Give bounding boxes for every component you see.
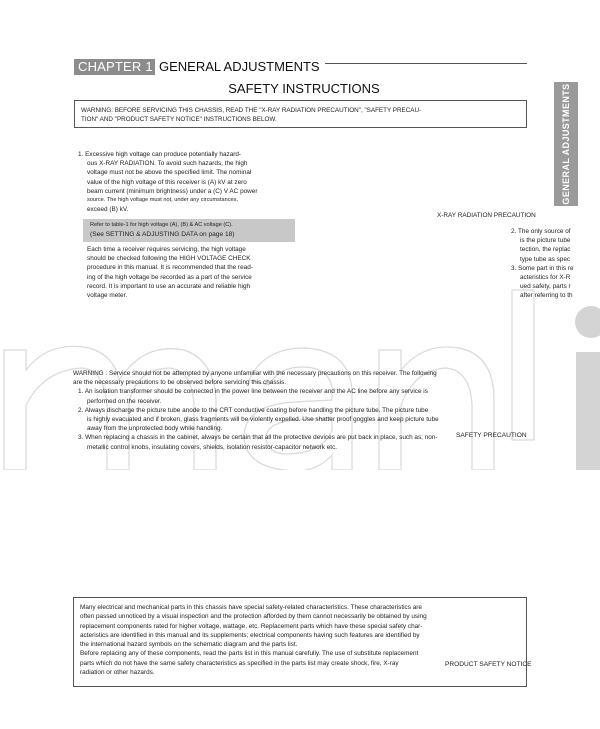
text-line: beam current (minimum brightness) under a (C) V AC power: [87, 187, 258, 195]
text-line: after referring to th: [520, 292, 573, 300]
xray-section-title: X-RAY RADIATION PRECAUTION: [437, 212, 536, 219]
side-tab: [554, 82, 578, 206]
text-line: ing of the high voltage be recorded as a part of the service: [87, 273, 252, 281]
page-title: SAFETY INSTRUCTIONS: [228, 81, 380, 96]
text-line: acteristics are identified in this manual and its supplements; electrical components having such features are identified by: [80, 631, 420, 639]
text-line: tection, the replac: [520, 246, 571, 254]
text-line: parts which do not have the same safety characteristics as specified in the parts list may create shock, fire, X-ray: [80, 659, 399, 667]
text-line: is the picture tube: [520, 237, 571, 245]
text-line: away from the unprotected body while handling.: [87, 425, 223, 433]
list-item: 3. When replacing a chassis in the cabinet, always be certain that all the protective devices are put back in place, such as; non-: [78, 434, 438, 442]
warning-line: TION" AND "PRODUCT SAFETY NOTICE" INSTRUCTIONS BELOW.: [81, 116, 277, 123]
chapter-title: GENERAL ADJUSTMENTS: [159, 59, 320, 74]
text-line: value of the high voltage of this receiver is (A) kV at zero: [87, 178, 247, 186]
text-line: 2. The only source of: [511, 228, 571, 235]
product-safety-title: PRODUCT SAFETY NOTICE: [445, 661, 532, 668]
text-line: record. It is important to use an accurate and reliable high: [87, 282, 251, 290]
product-safety-box: [73, 597, 527, 687]
header-rule: [325, 63, 527, 64]
text-line: radiation or other hazards.: [80, 669, 155, 677]
text-line: Before replacing any of these components, read the parts list in this manual carefully. The use of substitute replacement: [80, 650, 419, 658]
text-line: 1. Excessive high voltage can produce potentially hazard-: [78, 151, 242, 158]
text-line: voltage must not be above the specified limit. The nominal: [87, 169, 252, 177]
text-line: replacement components rated for higher voltage, wattage, etc. Replacement parts which have these special safety char-: [80, 622, 423, 630]
text-line: should be checked following the HIGH VOLTAGE CHECK: [87, 255, 251, 263]
xray-items-continued: [511, 227, 600, 301]
text-line: exceed (B) kV.: [87, 206, 129, 214]
text-line: the international hazard symbols on the schematic diagram and the parts list.: [80, 641, 298, 649]
text-line: ued safety, parts r: [520, 283, 571, 291]
text-line: often passed unnoticed by a visual inspection and the protection afforded by them cannot necessarily be obtained by using: [80, 613, 427, 621]
text-line: ous X-RAY RADIATION. To avoid such hazards, the high: [87, 160, 248, 168]
safety-precaution-body: [73, 369, 533, 452]
text-line: metallic control knobs, insulating covers, shields, isolation resistor-capacitor network etc.: [87, 443, 338, 451]
list-item: 1. An isolation transformer should be connected in the power line between the receiver and the AC line before any service is: [78, 388, 428, 396]
safety-section-title: SAFETY PRECAUTION: [456, 432, 527, 439]
note-box: [83, 219, 295, 242]
text-line: WARNING : Service should not be attempted by anyone unfamiliar with the necessary precautions on this receiver. The following: [73, 370, 437, 377]
warning-line: WARNING: BEFORE SERVICING THIS CHASSIS, READ THE "X-RAY RADIATION PRECAUTION", "SAFETY PRECAU-: [81, 107, 422, 114]
side-tab-label: GENERAL ADJUSTMENTS: [561, 83, 571, 205]
text-line: is highly evacuated and if broken, glass fragments will be violently expelled. Use shatter proof goggles and keep picture tube: [87, 416, 439, 424]
text-line: voltage meter.: [87, 292, 128, 300]
xray-item-1: [78, 150, 298, 214]
note-link: (See SETTING & ADJUSTING DATA on page 18): [90, 231, 235, 238]
text-line: Each time a receiver requires servicing, the high voltage: [87, 246, 246, 253]
text-line: procedure in this manual. It is recommended that the read-: [87, 264, 253, 272]
warning-box: [74, 100, 527, 128]
text-line: type tube as spec: [520, 255, 571, 263]
note-line: Refer to table-1 for high voltage (A), (B) & AC voltage (C).: [90, 222, 233, 228]
chapter-label: CHAPTER 1: [74, 59, 155, 75]
xray-paragraph: [87, 245, 302, 300]
list-item: 2. Always discharge the picture tube anode to the CRT conductive coating before handling the picture tube. The picture tube: [78, 406, 429, 414]
text-line: source. The high voltage must not, under any circumstances,: [87, 197, 239, 204]
text-line: Many electrical and mechanical parts in this chassis have special safety-related characteristics. These characteristics are: [80, 604, 422, 611]
text-line: performed on the receiver.: [87, 397, 162, 405]
text-line: acteristics for X-R: [520, 274, 571, 282]
text-line: are the necessary precautions to be observed before servicing this chassis.: [73, 379, 287, 387]
text-line: 3. Some part in this re: [511, 264, 574, 272]
